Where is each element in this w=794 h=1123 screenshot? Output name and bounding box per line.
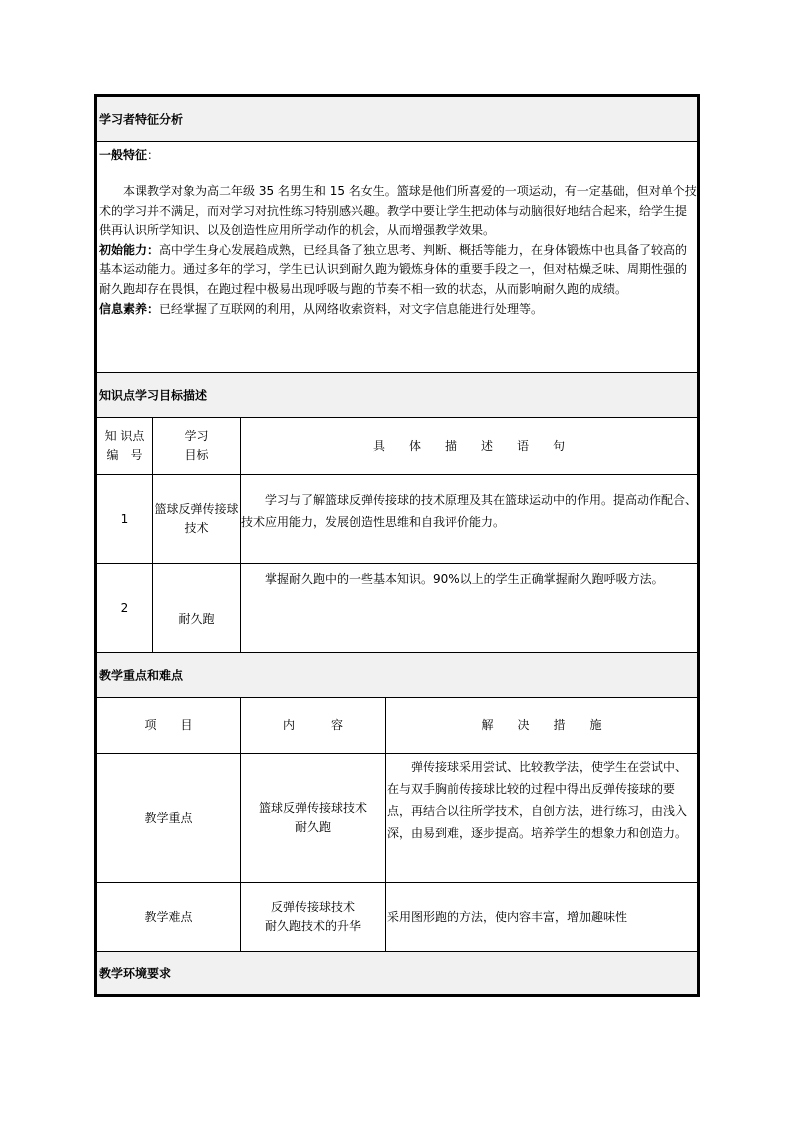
info-literacy-text: 信息素养：已经掌握了互联网的利用，从网络收索资料，对文字信息能进行处理等。	[99, 301, 544, 316]
objective-row-2-number: 2	[96, 563, 153, 653]
learner-analysis-body	[96, 141, 698, 373]
keypoint-row-2-content: 反弹传接球技术 耐久跑技术的升华	[240, 882, 386, 952]
keypoints-header	[96, 652, 698, 698]
objectives-col-number: 知 识点 编 号	[96, 417, 153, 475]
objective-row-1-number: 1	[96, 474, 153, 564]
keypoints-title: 教学重点和难点	[99, 668, 184, 683]
keypoint-row-1-solution: 弹传接球采用尝试、比较教学法，使学生在尝试中、在与双手胸前传接球比较的过程中得出反弹传接球的要点，再结合以往所学技术，自创方法，进行练习，由浅入深，由易到难，逐步提高。培养学生的想象力和创造力。	[385, 753, 698, 883]
initial-ability-label: 初始能力：	[99, 242, 160, 257]
keypoint-row-2-item: 教学难点	[96, 882, 241, 952]
keypoint-row-1-item: 教学重点	[96, 753, 241, 883]
keypoints-col-content: 内 容	[240, 697, 386, 754]
objective-row-2-goal: 耐久跑	[152, 563, 241, 653]
keypoints-col-item: 项 目	[96, 697, 241, 754]
info-literacy-label: 信息素养：	[99, 301, 160, 316]
objective-row-1-goal: 篮球反弹传接球技术	[152, 474, 241, 564]
general-features-suffix: ：	[147, 148, 160, 162]
objectives-title: 知识点学习目标描述	[99, 388, 208, 403]
environment-header	[96, 951, 698, 995]
general-features-text: 本课教学对象为高二年级 35 名男生和 15 名女生。篮球是他们所喜爱的一项运动，有一定基础，但对单个技术的学习并不满足，而对学习对抗性练习特别感兴趣。教学中要让学生把动体与动脑很好地结合起来，给学生提供再认识所学知识、以及创造性应用所学动作的机会，从而增强教学效果。	[99, 184, 697, 238]
general-features-label: 一般特征	[99, 148, 148, 162]
general-features-heading	[99, 146, 695, 166]
objective-row-1-description: 学习与了解篮球反弹传接球的技术原理及其在篮球运动中的作用。提高动作配合、技术应用能力，发展创造性思维和自我评价能力。	[240, 474, 698, 564]
objectives-col-description: 具 体 描 述 语 句	[240, 417, 698, 475]
learner-analysis-title: 学习者特征分析	[99, 112, 184, 127]
objective-row-2-description: 掌握耐久跑中的一些基本知识。90%以上的学生正确掌握耐久跑呼吸方法。	[240, 563, 698, 653]
learner-text-block	[99, 182, 697, 319]
keypoint-row-2-solution: 采用图形跑的方法，使内容丰富，增加趣味性	[385, 882, 698, 952]
keypoints-col-solution: 解 决 措 施	[385, 697, 698, 754]
keypoint-row-1-content: 篮球反弹传接球技术 耐久跑	[240, 753, 386, 883]
initial-ability-text: 初始能力：高中学生身心发展趋成熟，已经具备了独立思考、判断、概括等能力，在身体锻炼中也具备了较高的基本运动能力。通过多年的学习，学生已认识到耐久跑为锻炼身体的重要手段之一，但对枯燥乏味、周期性强的耐久跑却存在畏惧，在跑过程中极易出现呼吸与跑的节奏不相一致的状态，从而影响耐久跑的成绩。	[99, 242, 688, 296]
environment-title: 教学环境要求	[99, 966, 172, 981]
learner-analysis-header	[96, 96, 698, 142]
lesson-plan-table	[94, 94, 700, 997]
objectives-header	[96, 372, 698, 418]
objectives-col-goal: 学习 目标	[152, 417, 241, 475]
